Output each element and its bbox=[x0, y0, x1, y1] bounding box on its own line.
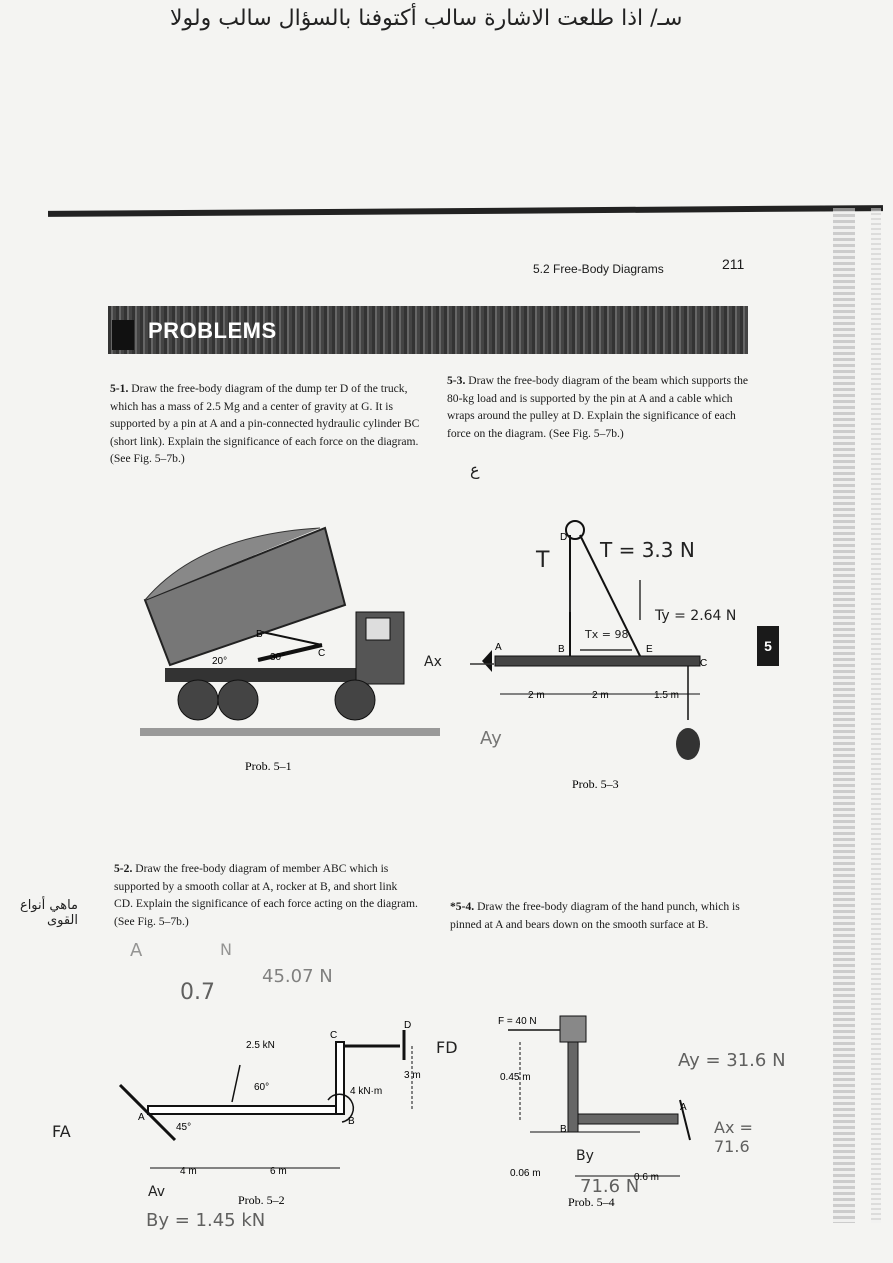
label-d: D bbox=[404, 1020, 412, 1031]
label-angle-20: 20° bbox=[212, 656, 228, 667]
problem-number: 5-2. bbox=[114, 862, 133, 875]
label-c: C bbox=[330, 1030, 338, 1041]
hand-p2-by: By = 1.45 kN bbox=[146, 1210, 266, 1231]
hand-p4-ax: Ax = 71.6 bbox=[714, 1118, 753, 1156]
hand-p3-top: ع bbox=[470, 460, 480, 479]
hand-p3-t-value: T = 3.3 N bbox=[600, 538, 695, 562]
page-number: 211 bbox=[722, 256, 745, 272]
label-b: B bbox=[558, 644, 565, 655]
problem-number: *5-4. bbox=[450, 900, 475, 913]
caption-5-2: Prob. 5–2 bbox=[238, 1193, 285, 1207]
label-height: 3 m bbox=[404, 1070, 421, 1081]
hand-p2-a: A bbox=[130, 940, 143, 961]
running-header-section: 5.2 Free-Body Diagrams bbox=[533, 262, 664, 276]
link-bc bbox=[262, 632, 322, 645]
problem-number: 5-1. bbox=[110, 382, 129, 395]
problem-body: Draw the free-body diagram of member ABC which is supported by a smooth collar at A, rocker at B, and short link CD. Explain the significance of each force acting on the diagram. (See Fig. 5–7b.) bbox=[114, 862, 418, 928]
hand-p3-ay: Ay bbox=[480, 728, 502, 749]
label-angle-30: 30° bbox=[270, 652, 286, 663]
hand-p2-side-note: ماهي أنواع القوى bbox=[19, 898, 78, 928]
punch-arm bbox=[578, 1114, 678, 1124]
wheel-3 bbox=[335, 680, 375, 720]
label-c: C bbox=[700, 658, 708, 669]
dim-1-5m: 1.5 m bbox=[654, 690, 680, 701]
hydraulic-cylinder bbox=[258, 645, 322, 660]
label-angle-45: 45° bbox=[176, 1122, 192, 1133]
hand-p3-ax: Ax bbox=[424, 654, 442, 670]
problem-body: Draw the free-body diagram of the beam which supports the 80-kg load and is supported by the pin at A and a cable which wraps around the pulley at D. Explain the significance of each force on the diagram. (See Fig. 5–7b.) bbox=[447, 374, 749, 440]
caption-5-4: Prob. 5–4 bbox=[568, 1195, 615, 1209]
hand-p2-fd: FD bbox=[436, 1038, 458, 1057]
label-b: B bbox=[256, 629, 263, 640]
figure-5-1 bbox=[140, 528, 440, 773]
dim-6m: 6 m bbox=[270, 1166, 287, 1177]
label-force: F = 40 N bbox=[498, 1016, 537, 1027]
label-c: C bbox=[318, 648, 326, 659]
label-force: 2.5 kN bbox=[246, 1040, 275, 1051]
hand-p2-value2: 0.7 bbox=[180, 980, 215, 1005]
hand-p3-t: T bbox=[536, 548, 550, 573]
dim-2m-1: 2 m bbox=[528, 690, 545, 701]
beam bbox=[495, 656, 700, 666]
problem-body: Draw the free-body diagram of the dump ter D of the truck, which has a mass of 2.5 Mg and a center of gravity at G. It is supported by a pin at A and a pin-connected hydraulic cylinder BC (short link). Explain the significance of each force on the diagram. (See Fig. 5–7b.) bbox=[110, 382, 420, 465]
label-angle-60: 60° bbox=[254, 1082, 270, 1093]
hand-p3-ty: Ty = 2.64 N bbox=[655, 608, 737, 624]
pin-a bbox=[482, 650, 492, 672]
label-moment: 4 kN·m bbox=[350, 1086, 383, 1097]
hand-p2-value: 45.07 N bbox=[262, 966, 333, 987]
wheel-2 bbox=[218, 680, 258, 720]
label-e: E bbox=[646, 644, 653, 655]
hand-p4-bottom: 71.6 N bbox=[580, 1176, 640, 1197]
hand-p2-av: Av bbox=[148, 1184, 166, 1200]
hand-p3-tx: Tx = 98 bbox=[585, 628, 629, 641]
label-b: B bbox=[348, 1116, 355, 1127]
member-ab bbox=[148, 1106, 340, 1114]
label-b: B bbox=[560, 1124, 567, 1135]
ground bbox=[140, 728, 440, 736]
force-arrow-2-5kn bbox=[232, 1065, 240, 1102]
caption-5-1: Prob. 5–1 bbox=[245, 759, 292, 773]
hand-p4-b: By bbox=[576, 1148, 594, 1164]
member-bc bbox=[336, 1042, 344, 1114]
caption-5-3: Prob. 5–3 bbox=[572, 777, 619, 791]
figure-5-2 bbox=[120, 1020, 421, 1207]
label-d: D bbox=[560, 532, 568, 543]
top-handwritten-note: سـ/ اذا طلعت الاشارة سالب أكتوفنا بالسؤال سالب ولولا bbox=[170, 6, 683, 31]
cab-window bbox=[366, 618, 390, 640]
chapter-tab: 5 bbox=[757, 626, 779, 666]
hand-p2-fa: FA bbox=[52, 1122, 71, 1141]
problem-body: Draw the free-body diagram of the hand punch, which is pinned at A and bears down on the smooth surface at B. bbox=[450, 900, 740, 931]
dim-4m: 4 m bbox=[180, 1166, 197, 1177]
dim-2m-2: 2 m bbox=[592, 690, 609, 701]
dim-0-6m: 0.6 m bbox=[634, 1172, 660, 1183]
label-height: 0.45 m bbox=[500, 1072, 531, 1083]
load-bag bbox=[676, 728, 700, 760]
label-a: A bbox=[495, 642, 502, 653]
hand-p2-n: N bbox=[220, 940, 232, 959]
problem-number: 5-3. bbox=[447, 374, 466, 387]
label-a: A bbox=[138, 1112, 145, 1123]
wheel-1 bbox=[178, 680, 218, 720]
label-a: A bbox=[680, 1102, 687, 1113]
hand-p4-ay: Ay = 31.6 N bbox=[678, 1050, 786, 1071]
dim-0-06m: 0.06 m bbox=[510, 1168, 541, 1179]
problems-banner-title: PROBLEMS bbox=[148, 318, 277, 343]
hand-grip bbox=[560, 1016, 586, 1042]
